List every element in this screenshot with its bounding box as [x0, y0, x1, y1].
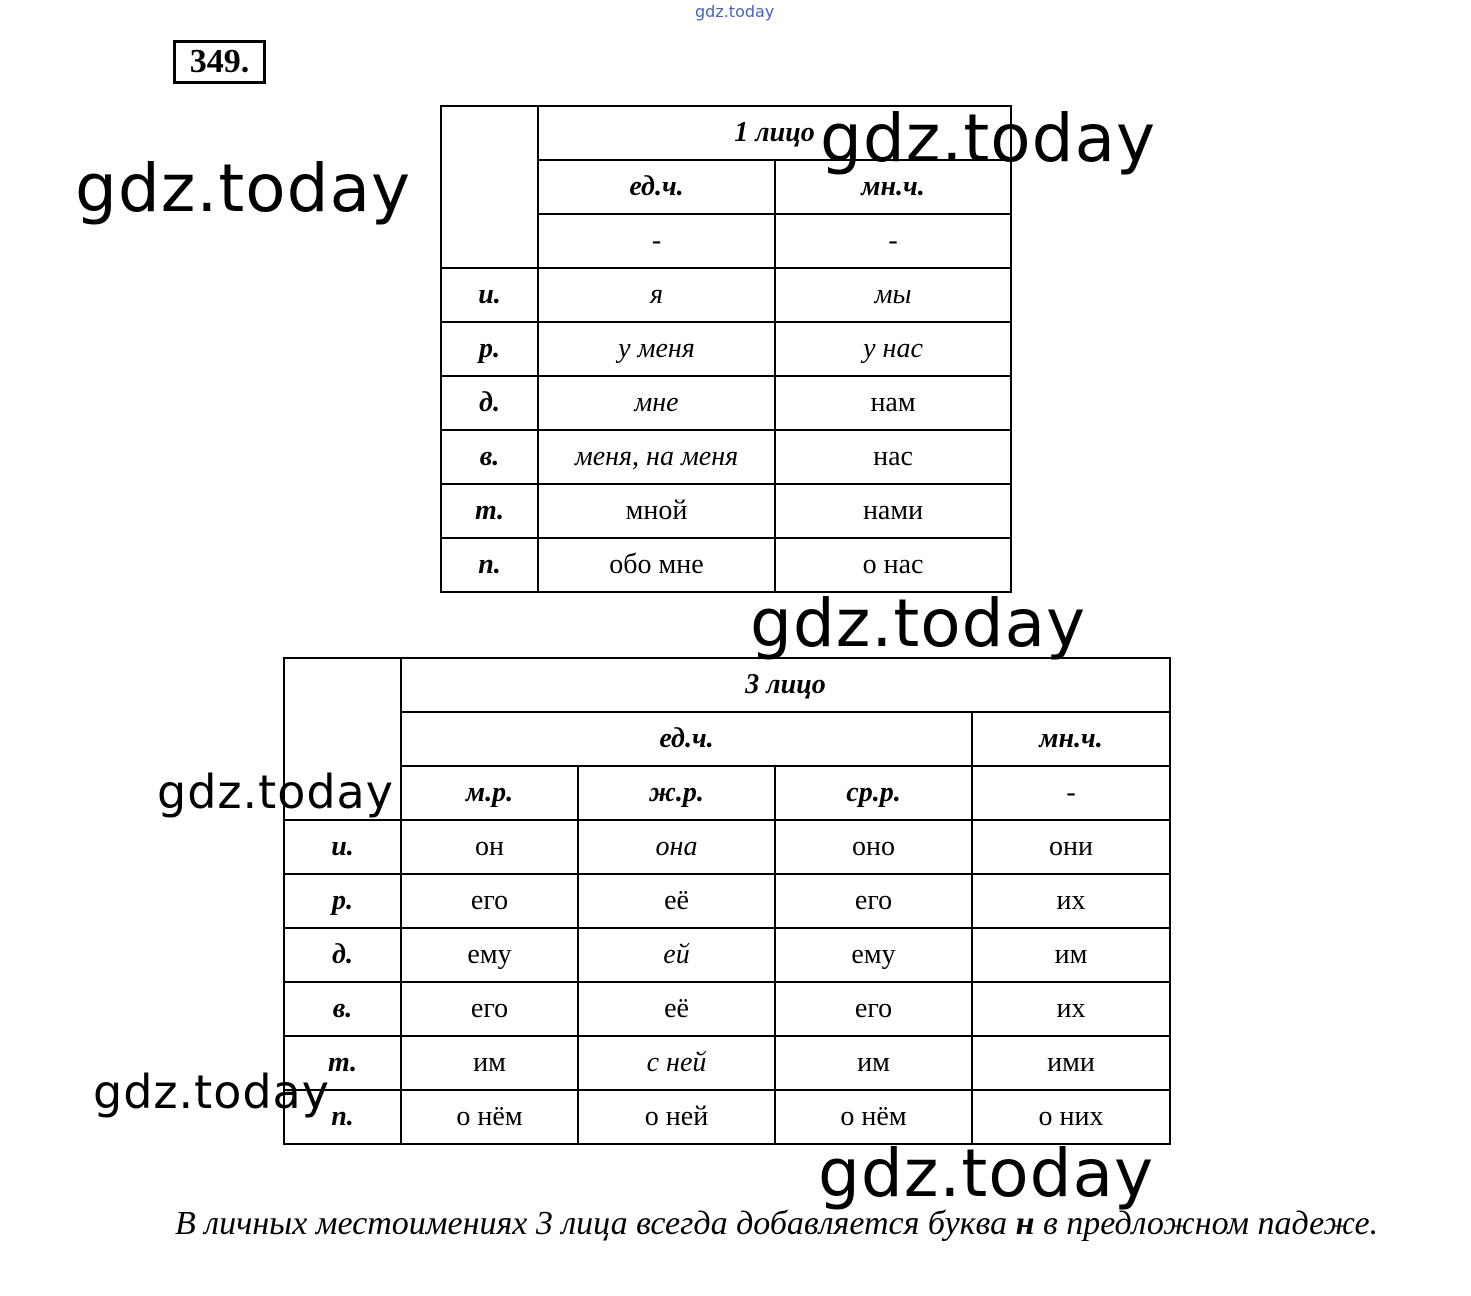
singular-form: меня, на меня — [538, 430, 775, 484]
case-label: р. — [441, 322, 538, 376]
table-row — [284, 1036, 1170, 1090]
table-row — [441, 268, 1011, 322]
singular-form: у меня — [538, 322, 775, 376]
table-row — [441, 484, 1011, 538]
empty-corner-cell — [441, 106, 538, 268]
plural-form: их — [972, 982, 1170, 1036]
watermark: gdz.today — [93, 1065, 330, 1119]
gender-header-neuter: ср.р. — [775, 766, 972, 820]
first-person-table — [440, 105, 1012, 593]
plural-form: их — [972, 874, 1170, 928]
gender-dash: - — [775, 214, 1011, 268]
table-title: 3 лицо — [401, 658, 1170, 712]
site-watermark-top: gdz.today — [695, 2, 775, 21]
feminine-form: она — [578, 820, 775, 874]
column-header-singular: ед.ч. — [401, 712, 972, 766]
note-text: В личных местоимениях 3 лица всегда добавляется буква — [175, 1205, 1016, 1242]
neuter-form: ему — [775, 928, 972, 982]
feminine-form: о ней — [578, 1090, 775, 1144]
plural-form: они — [972, 820, 1170, 874]
masculine-form: им — [401, 1036, 578, 1090]
table-row — [284, 874, 1170, 928]
case-label: д. — [441, 376, 538, 430]
table-row — [441, 376, 1011, 430]
plural-form: мы — [775, 268, 1011, 322]
plural-form: ими — [972, 1036, 1170, 1090]
third-person-table — [283, 657, 1171, 1145]
neuter-form: его — [775, 982, 972, 1036]
column-header-plural: мн.ч. — [775, 160, 1011, 214]
column-header-singular: ед.ч. — [538, 160, 775, 214]
task-number: 349. — [173, 40, 266, 84]
plural-form: нам — [775, 376, 1011, 430]
case-label: д. — [284, 928, 401, 982]
table-row — [441, 430, 1011, 484]
plural-form: нас — [775, 430, 1011, 484]
watermark: gdz.today — [75, 150, 412, 227]
singular-form: обо мне — [538, 538, 775, 592]
gender-header-feminine: ж.р. — [578, 766, 775, 820]
plural-form: нами — [775, 484, 1011, 538]
table-row — [284, 982, 1170, 1036]
watermark: gdz.today — [750, 585, 1087, 662]
gender-dash: - — [972, 766, 1170, 820]
feminine-form: её — [578, 874, 775, 928]
neuter-form: им — [775, 1036, 972, 1090]
case-label: в. — [441, 430, 538, 484]
case-label: и. — [284, 820, 401, 874]
table-title: 1 лицо — [538, 106, 1011, 160]
case-label: п. — [441, 538, 538, 592]
masculine-form: его — [401, 874, 578, 928]
table-row — [284, 820, 1170, 874]
plural-form: о них — [972, 1090, 1170, 1144]
gender-dash: - — [538, 214, 775, 268]
masculine-form: ему — [401, 928, 578, 982]
table-row — [441, 538, 1011, 592]
table-row — [441, 322, 1011, 376]
feminine-form: с ней — [578, 1036, 775, 1090]
column-header-plural: мн.ч. — [972, 712, 1170, 766]
masculine-form: его — [401, 982, 578, 1036]
gender-header-masculine: м.р. — [401, 766, 578, 820]
neuter-form: о нём — [775, 1090, 972, 1144]
case-label: и. — [441, 268, 538, 322]
singular-form: мне — [538, 376, 775, 430]
plural-form: им — [972, 928, 1170, 982]
note-letter: н — [1015, 1205, 1035, 1242]
feminine-form: её — [578, 982, 775, 1036]
masculine-form: он — [401, 820, 578, 874]
plural-form: у нас — [775, 322, 1011, 376]
case-label: р. — [284, 874, 401, 928]
rule-note — [75, 1202, 1395, 1246]
case-label: п. — [284, 1090, 401, 1144]
singular-form: я — [538, 268, 775, 322]
plural-form: о нас — [775, 538, 1011, 592]
case-label: в. — [284, 982, 401, 1036]
singular-form: мной — [538, 484, 775, 538]
case-label: т. — [284, 1036, 401, 1090]
table-row — [284, 928, 1170, 982]
neuter-form: оно — [775, 820, 972, 874]
watermark: gdz.today — [818, 1135, 1155, 1212]
feminine-form: ей — [578, 928, 775, 982]
masculine-form: о нём — [401, 1090, 578, 1144]
case-label: т. — [441, 484, 538, 538]
watermark: gdz.today — [820, 100, 1157, 177]
neuter-form: его — [775, 874, 972, 928]
watermark: gdz.today — [157, 765, 394, 819]
note-text-end: в предложном падеже. — [1034, 1205, 1379, 1242]
